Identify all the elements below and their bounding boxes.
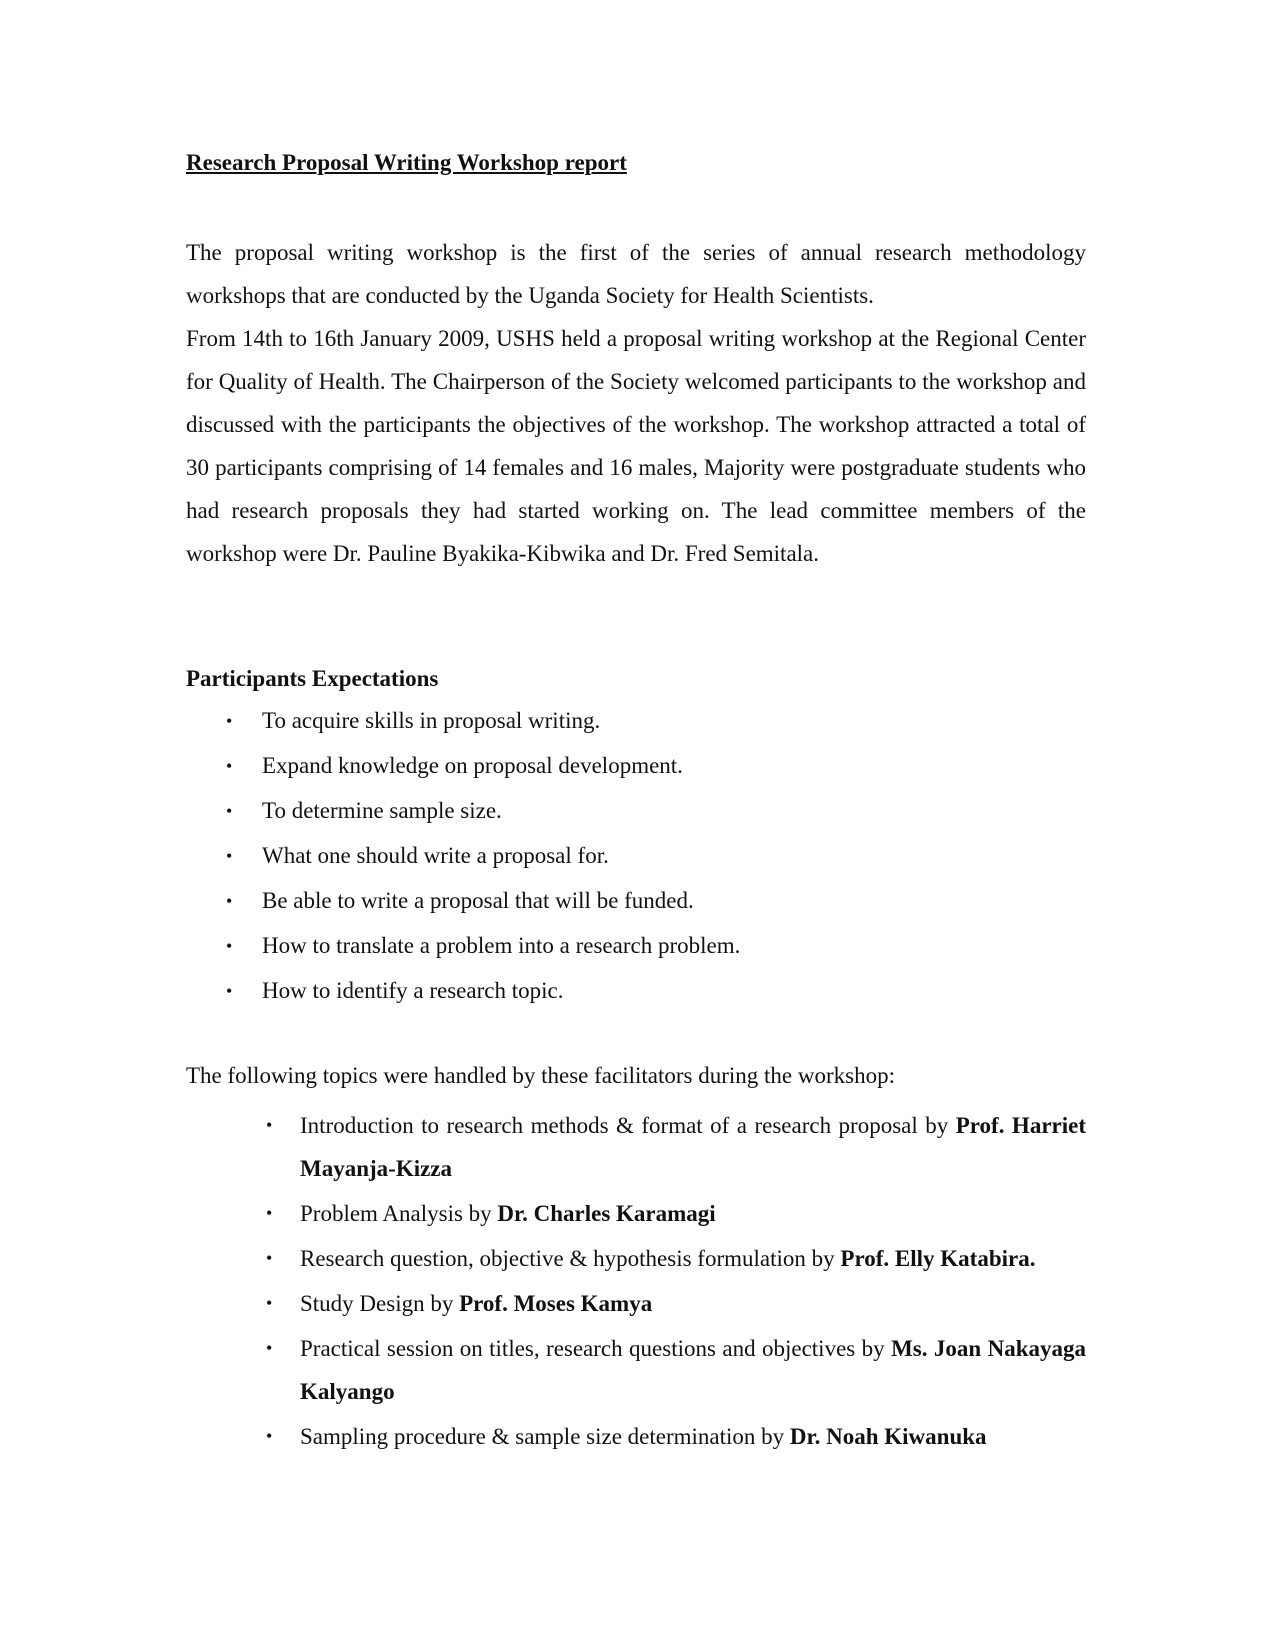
bullet-icon: • — [226, 801, 233, 821]
bullet-icon: • — [226, 936, 233, 956]
facilitator-name: Prof. Elly Katabira. — [840, 1246, 1036, 1271]
list-item: • Expand knowledge on proposal development. — [186, 751, 740, 796]
list-item — [186, 1415, 1086, 1458]
expectations-heading: Participants Expectations — [186, 666, 439, 691]
intro-paragraph-2: From 14th to 16th January 2009, USHS held a proposal writing workshop at the Regional Center for Quality of Health. The Chairperson of the Society welcomed participants to the workshop and discussed with the participants the objectives of the workshop. The workshop attracted a total of 30 participants comprising of 14 females and 16 males, Majority were postgraduate students who had research proposals they had started working on. The lead committee members of the workshop were Dr. Pauline Byakika-Kibwika and Dr. Fred Semitala. — [186, 326, 1086, 566]
bullet-icon: • — [266, 1203, 273, 1223]
bullet-icon: • — [266, 1248, 273, 1268]
bullet-icon: • — [266, 1293, 273, 1313]
topic-text: Practical session on titles, research questions and objectives by — [300, 1336, 892, 1361]
facilitator-name: Ms. Joan Nakayaga Kalyango — [300, 1336, 1086, 1404]
topic-text: Study Design by — [300, 1291, 460, 1316]
topic-text: Problem Analysis by — [300, 1201, 498, 1226]
facilitator-name: Prof. Moses Kamya — [459, 1291, 653, 1316]
list-item: • How to translate a problem into a research problem. — [186, 931, 740, 976]
report-title: Research Proposal Writing Workshop report — [186, 150, 627, 175]
bullet-icon: • — [226, 846, 233, 866]
list-item: • Be able to write a proposal that will be funded. — [186, 886, 740, 931]
topic-text: Research question, objective & hypothesis formulation by — [300, 1246, 841, 1271]
list-item — [186, 1237, 1086, 1280]
list-item — [186, 1192, 1086, 1235]
bullet-icon: • — [266, 1426, 273, 1446]
list-item: • To determine sample size. — [186, 796, 740, 841]
list-item: • To acquire skills in proposal writing. — [186, 706, 740, 751]
bullet-icon: • — [226, 756, 233, 776]
facilitator-name: Dr. Charles Karamagi — [497, 1201, 716, 1226]
list-item — [186, 1327, 1086, 1413]
bullet-icon: • — [266, 1338, 273, 1358]
list-item: • What one should write a proposal for. — [186, 841, 740, 886]
intro-section — [186, 231, 1086, 575]
topic-text: Introduction to research methods & format of a research proposal by — [300, 1113, 956, 1138]
list-item — [186, 1282, 1086, 1325]
bullet-icon: • — [226, 711, 233, 731]
bullet-icon: • — [226, 981, 233, 1001]
topic-text: Sampling procedure & sample size determination by — [300, 1424, 790, 1449]
facilitators-list — [186, 1104, 1086, 1460]
facilitators-intro: The following topics were handled by these facilitators during the workshop: — [186, 1063, 895, 1088]
bullet-icon: • — [266, 1115, 273, 1135]
list-item: • How to identify a research topic. — [186, 976, 740, 1021]
facilitator-name: Prof. Harriet Mayanja-Kizza — [300, 1113, 1086, 1181]
expectations-list — [186, 706, 740, 1021]
intro-paragraph-1: The proposal writing workshop is the first of the series of annual research methodology workshops that are conducted by the Uganda Society for Health Scientists. — [186, 240, 1086, 308]
facilitator-name: Dr. Noah Kiwanuka — [789, 1424, 987, 1449]
bullet-icon: • — [226, 891, 233, 911]
list-item — [186, 1104, 1086, 1190]
